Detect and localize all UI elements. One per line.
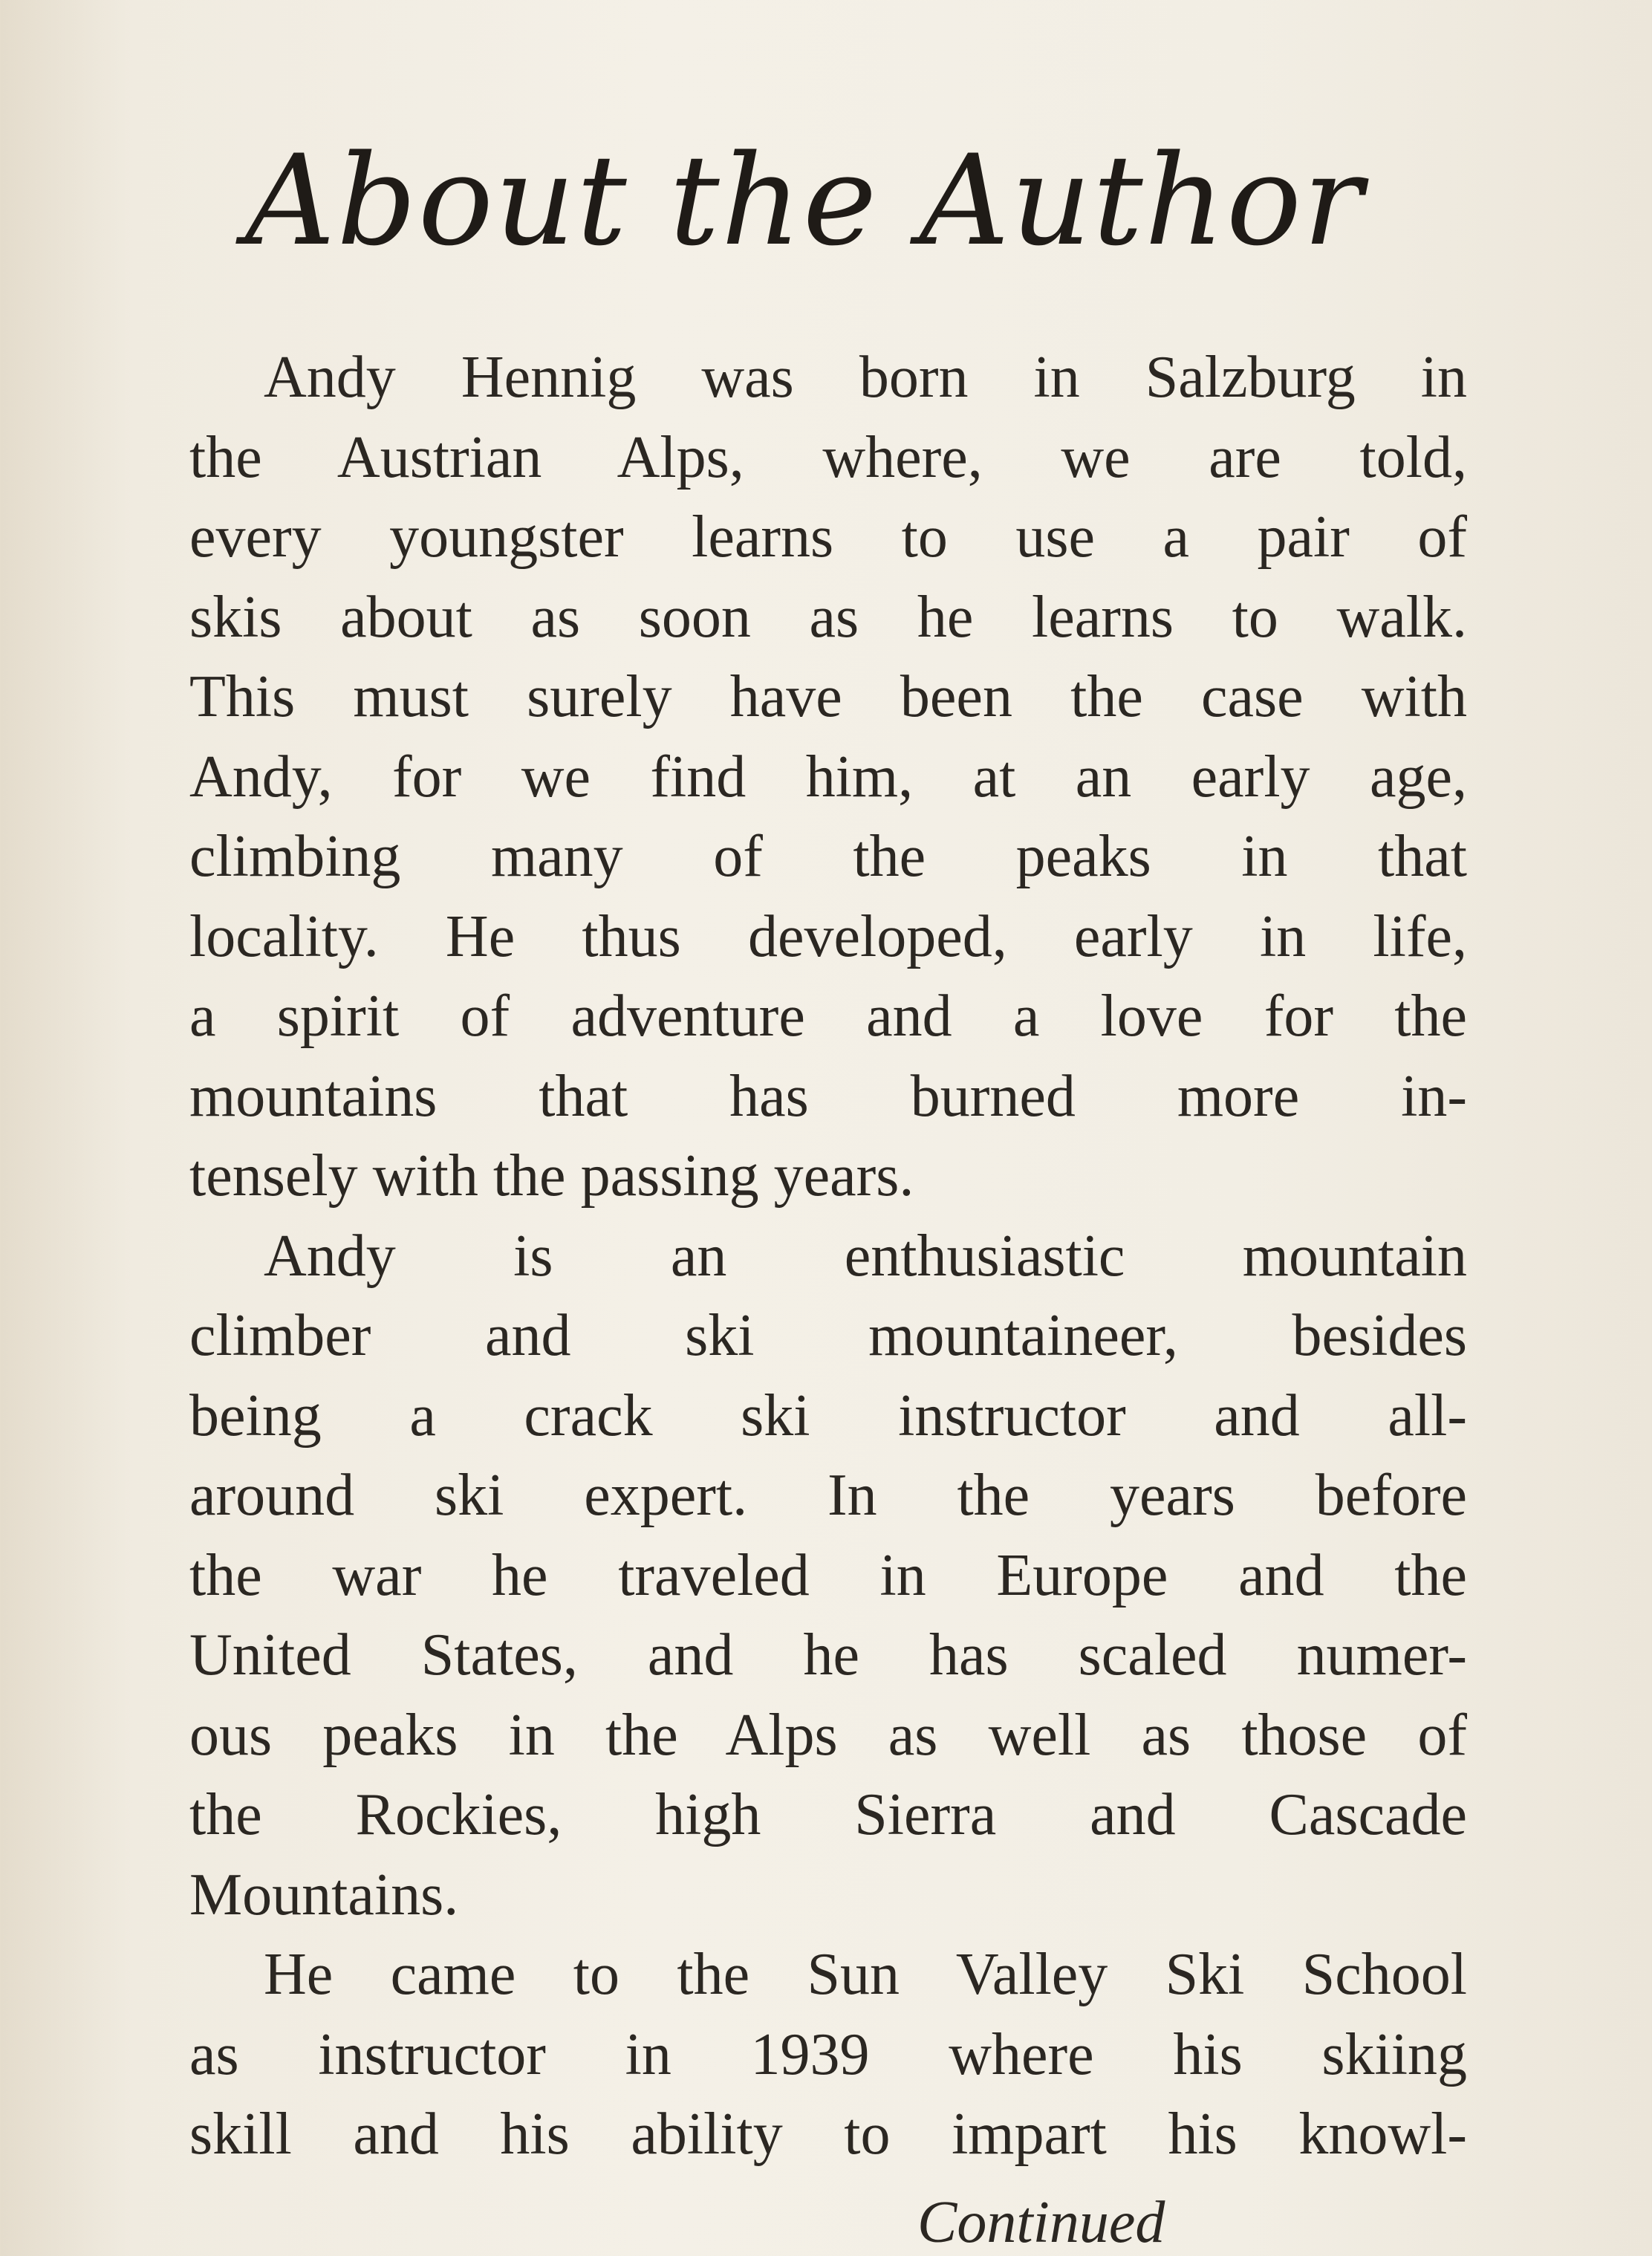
body-text bbox=[189, 338, 1467, 2175]
text-line: ous peaks in the Alps as well as those of bbox=[189, 1702, 1467, 1768]
text-line: locality. He thus developed, early in life, bbox=[189, 903, 1467, 969]
text-line: climbing many of the peaks in that bbox=[189, 824, 1467, 889]
text-line: a spirit of adventure and a love for the bbox=[189, 984, 1467, 1049]
text-line: Andy Hennig was born in Salzburg in bbox=[264, 345, 1467, 410]
text-line: This must surely have been the case with bbox=[189, 664, 1467, 729]
text-line: skill and his ability to impart his knowl- bbox=[189, 2101, 1467, 2167]
text-line: the Austrian Alps, where, we are told, bbox=[189, 424, 1467, 490]
text-line: tensely with the passing years. bbox=[189, 1143, 914, 1209]
text-line: Andy, for we find him, at an early age, bbox=[189, 744, 1467, 810]
text-line: around ski expert. In the years before bbox=[189, 1463, 1467, 1528]
continued-note bbox=[917, 2190, 1437, 2255]
text-line: mountains that has burned more in- bbox=[189, 1063, 1467, 1129]
page-title: About the Author bbox=[245, 128, 1365, 273]
text-line: the Rockies, high Sierra and Cascade bbox=[189, 1782, 1467, 1847]
text-line: as instructor in 1939 where his skiing bbox=[189, 2021, 1467, 2087]
text-line: He came to the Sun Valley Ski School bbox=[264, 1942, 1467, 2007]
text-line: climber and ski mountaineer, besides bbox=[189, 1303, 1467, 1368]
text-line: the war he traveled in Europe and the bbox=[189, 1542, 1467, 1608]
continued-note-text: Continued bbox=[917, 2190, 1165, 2255]
text-line: Mountains. bbox=[189, 1862, 459, 1928]
text-line: being a crack ski instructor and all- bbox=[189, 1382, 1467, 1449]
text-line: United States, and he has scaled numer- bbox=[189, 1622, 1467, 1688]
text-line: every youngster learns to use a pair of bbox=[189, 504, 1467, 570]
text-line: skis about as soon as he learns to walk. bbox=[189, 584, 1467, 650]
text-line: Andy is an enthusiastic mountain bbox=[264, 1223, 1467, 1289]
